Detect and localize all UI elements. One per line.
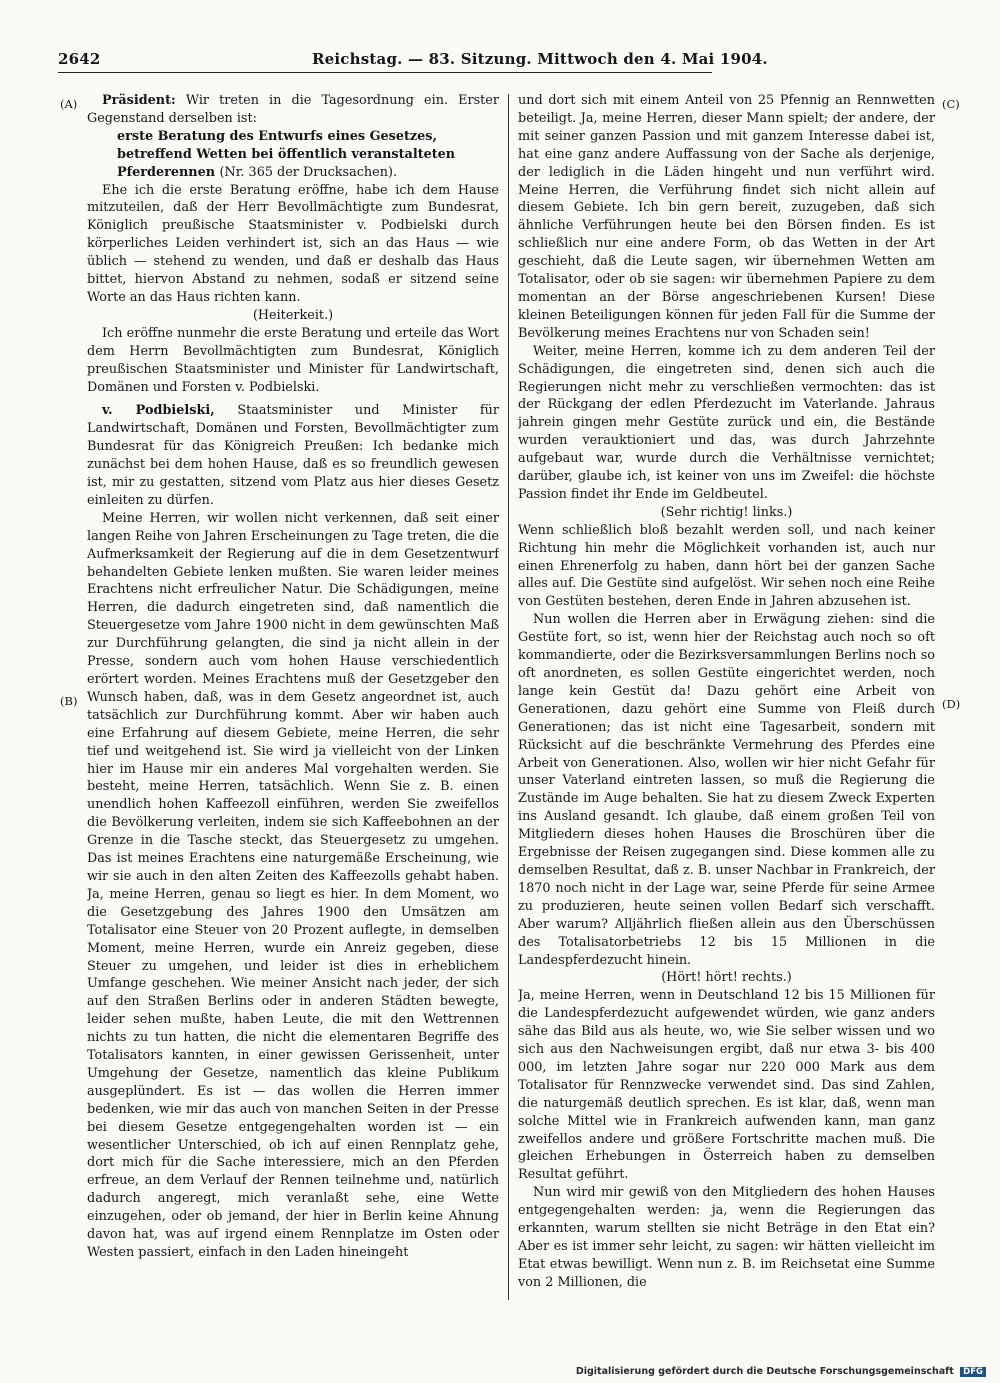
speaker-president: Präsident: [102,93,176,108]
margin-mark-c: (C) [942,97,960,111]
paragraph: Ehe ich die erste Beratung eröffne, habe ich dem Hause mitzuteilen, daß der Herr Bevollmächtigte zum Bundesrat, Königlich preußische Staatsminister v. Podbielski durch körperliches Leiden verhindert ist, sich an das Haus — wie üblich — stehend zu wenden, und daß er deshalb das Haus bittet, hiervon Abstand zu nehmen, sodaß er sitzend seine Worte an das Haus richten kann. [87,182,499,305]
paragraph: Weiter, meine Herren, komme ich zu dem anderen Teil der Schädigungen, die eingetreten sind, denen sich auch die Regierungen nicht mehr zu verschließen vermochten: das ist der Rückgang der edlen Pferdezucht im Vaterlande. Jahraus jahrein gingen mehr Gestüte zurück und ein, die Bestände wurden verauktioniert und das, was durch Jahrzehnte aufgebaut war, wurde durch die Verhältnisse vernichtet; darüber, glaube ich, ist keiner von uns im Zweifel: die höchste Passion findet ihr Ende im Geldbeutel. [518,343,935,502]
president-paragraph [87,92,499,128]
paragraph: Meine Herren, wir wollen nicht verkennen, daß seit einer langen Reihe von Jahren Erscheinungen zu Tage treten, die die Aufmerksamkeit der Regierung auf die in dem Gesetzentwurf behandelten Gebiete lenken mußten. Sie waren leider meines Erachtens nicht erfreulicher Natur. Die Schädigungen, meine Herren, die dadurch eingetreten sind, daß namentlich die Steuergesetze vom Jahre 1900 nicht in dem gewünschten Maß zur Durchführung gelangten, die sind ja nicht allein in der Presse, sondern auch vom hohen Hause verschiedentlich erörtert worden. Meines Erachtens muß der Gesetzgeber den Wunsch haben, daß, was in dem Gesetz angeordnet ist, auch tatsächlich zur Durchführung kommt. Aber wir haben auch eine Erfahrung auf diesem Gebiete, meine Herren, die sehr tief und weitgehend ist. Sie wird ja vielleicht von der Linken hier im Hause mir ein anderes Mal vorgehalten werden. Sie besteht, meine Herren, tatsächlich. Wenn Sie z. B. einen unendlich hohen Kaffeezoll einführen, werden Sie zweifellos die Bevölkerung verleiten, indem sie sich Kaffeebohnen an der Grenze in die Tasche steckt, das Steuergesetz zu umgehen. Das ist meines Erachtens eine naturgemäße Erscheinung, wie wir sie auch in den alten Zeiten des Kaffeezolls gehabt haben. Ja, meine Herren, genau so liegt es hier. In dem Moment, wo die Gesetzgebung des Jahres 1900 den Umsätzen am Totalisator eine Steuer von 20 Prozent auflegte, in demselben Moment, meine Herren, wurde ein Anreiz gegeben, diese Steuer zu umgehen, und leider ist dies in erheblichem Umfange geschehen. Wie meiner Ansicht nach jeder, der sich auf den Straßen Berlins oder in anderen Städten bewegte, leider sehen mußte, haben Leute, die mit den Wettrennen nichts zu tun hatten, die nicht die elementaren Begriffe des Totalisators kannten, in einer gewissen Gerissenheit, unter Umgehung der Gesetze, namentlich das kleine Publikum ausgeplündert. Es ist — das wollen die Herren immer bedenken, wie mir das auch von manchen Seiten in der Presse bei diesem Gesetze entgegengehalten worden ist — ein wesentlicher Unterschied, ob ich auf einen Rennplatz gehe, dort mich für die Sache interessiere, mich an den Pferden erfreue, an dem Verlauf der Rennen teilnehme und, natürlich dadurch angeregt, mich veranlaßt sehe, eine Wette einzugehen, oder ob jemand, der hier in Berlin keine Ahnung davon hat, was auf irgend einem Rennplatze im Osten oder Westen passiert, einfach in den Laden hineingeht [87,510,499,1260]
paragraph: Ja, meine Herren, wenn in Deutschland 12 bis 15 Millionen für die Landespferdezucht aufgewendet würden, wie ganz anders sähe das Bild aus als heute, wo, wie Sie selber wissen und wo sich aus den Nachweisungen ergibt, daß nur etwa 3- bis 400 000, im letzten Jahre sogar nur 220 000 Mark aus dem Totalisator für Rennzwecke verwendet sind. Das sind Zahlen, die naturgemäß deutlich sprechen. Es ist klar, daß, wenn man solche Mittel wie in Frankreich aufwenden kann, man ganz zweifellos andere und größere Fortschritte machen muß. Die gleichen Erhebungen in Österreich haben zu demselben Resultat geführt. [518,988,935,1183]
interjection: (Hört! hört! rechts.) [661,970,792,986]
margin-mark-d: (D) [942,697,961,711]
agenda-title-print-ref: (Nr. 365 der Drucksachen). [219,164,398,180]
podbielski-paragraph [87,402,499,509]
left-column [87,92,499,1317]
interjection: (Heiterkeit.) [252,307,334,323]
running-title: Reichstag. — 83. Sitzung. Mittwoch den 4. Mai 1904. [312,50,768,68]
digitization-credit [576,1366,986,1377]
paragraph: Nun wird mir gewiß von den Mitgliedern des hohen Hauses entgegengehalten werden: ja, wenn die Regierungen das erkannten, warum stellten sie nicht Beträge in den Etat ein? Aber es ist immer sehr leicht, zu sagen: wir hätten vielleicht im Etat etwas bewilligt. Wenn nun z. B. im Reichsetat eine Summe von 2 Millionen, die [518,1185,935,1290]
agenda-title-bold: Pferderennen [117,164,216,180]
interjection: (Sehr richtig! links.) [660,504,793,520]
podbielski-text: Staatsminister und Minister für Landwirtschaft, Domänen und Forsten, Bevollmächtigter zum Bundesrat für das Königreich Preußen: Ich bedanke mich zunächst bei dem hohen Hause, daß es so freundlich gewesen ist, mir zu gestatten, sitzend vom Platz aus hier dieses Gesetz einleiten zu dürfen. [87,403,499,508]
right-column [518,92,935,1317]
margin-mark-b: (B) [60,694,78,708]
agenda-title-line-3 [87,164,499,182]
paragraph: Wenn schließlich bloß bezahlt werden soll, und nach keiner Richtung hin mehr die Möglichkeit vorhanden ist, auch nur einen Ehrenerfolg zu haben, dann hört bei der ganzen Sache alles auf. Die Gestüte sind aufgelöst. Wir sehen noch eine Reihe von Gestüten bestehen, deren Ende in Jahren abzusehen ist. [518,522,935,610]
paragraph: Ich eröffne nunmehr die erste Beratung und erteile das Wort dem Herrn Bevollmächtigten zum Bundesrat, Königlich preußischen Staatsminister und Minister für Landwirtschaft, Domänen und Forsten v. Podbielski. [87,325,499,395]
page-header [58,46,768,73]
agenda-title-line-2: betreffend Wetten bei öffentlich veranstalteten [117,146,456,162]
agenda-title-line-1: erste Beratung des Entwurfs eines Gesetzes, [117,128,437,144]
paragraph: Nun wollen die Herren aber in Erwägung ziehen: sind die Gestüte fort, so ist, wenn hier der Reichstag auch noch so oft kommandierte, oder die Bezirksversammlungen Berlins noch so oft anordneten, es sollen Gestüte eingerichtet werden, noch lange kein Gestüt da! Dazu gehört eine Arbeit von Generationen, dazu gehört eine Summe von Fleiß durch Generationen; das ist nicht eine Tagesarbeit, sondern mit Rücksicht auf die beschränkte Vermehrung des Pferdes eine Arbeit von Generationen. Also, wollen wir hier nicht Gefahr für unser Vaterland eintreten lassen, so muß die Regierung die Zustände im Auge behalten. Sie hat zu diesem Zweck Experten ins Ausland gesandt. Ich glaube, daß einem großen Teil von Mitgliedern dieses hohen Hauses die Broschüren über die Ergebnisse der Reisen zugegangen sind. Diese kommen alle zu demselben Resultat, daß z. B. unser Nachbar in Frankreich, der 1870 noch nicht in der Lage war, seine Pferde für seine Armee zu produzieren, heute seinen vollen Bedarf sich verschafft. Aber warum? Alljährlich fließen allein aus den Überschüssen des Totalisatorbetriebs 12 bis 15 Millionen in die Landespferdezucht hinein. [518,612,935,968]
credit-text: Digitalisierung gefördert durch die Deutsche Forschungsgemeinschaft [575,1366,954,1377]
margin-mark-a: (A) [60,97,78,111]
column-rule [508,94,509,1300]
page-number: 2642 [58,50,101,68]
president-text: Wir treten in die Tagesordnung ein. Erster Gegenstand derselben ist: [87,93,499,126]
speaker-podbielski: v. Podbielski, [102,403,215,419]
dfg-logo-icon: DFG [960,1367,986,1377]
paragraph: und dort sich mit einem Anteil von 25 Pfennig an Rennwetten beteiligt. Ja, meine Herren, dieser Mann spielt; der andere, der mit seiner ganzen Passion und mit ganzem Interesse dabei ist, hat eine ganz andere Auffassung von der Sache als derjenige, der lediglich in die Läden hingeht und nun verführt wird. Meine Herren, die Verführung findet sich nicht allein auf diesem Gebiete. Ich bin gern bereit, zuzugeben, daß sich ähnliche Verführungen heute bei den Börsen finden. Es ist schließlich nur eine andere Form, ob das Wetten in der Art geschieht, daß die Leute sagen, wir übernehmen Wetten am Totalisator, oder ob sie sagen: wir übernehmen Papiere zu dem momentan an der Börse angeschriebenen Kursen! Diese kleinen Beteiligungen können für jeden Fall für die Summe der Bevölkerung meines Erachtens nur von Schaden sein! [518,93,935,341]
